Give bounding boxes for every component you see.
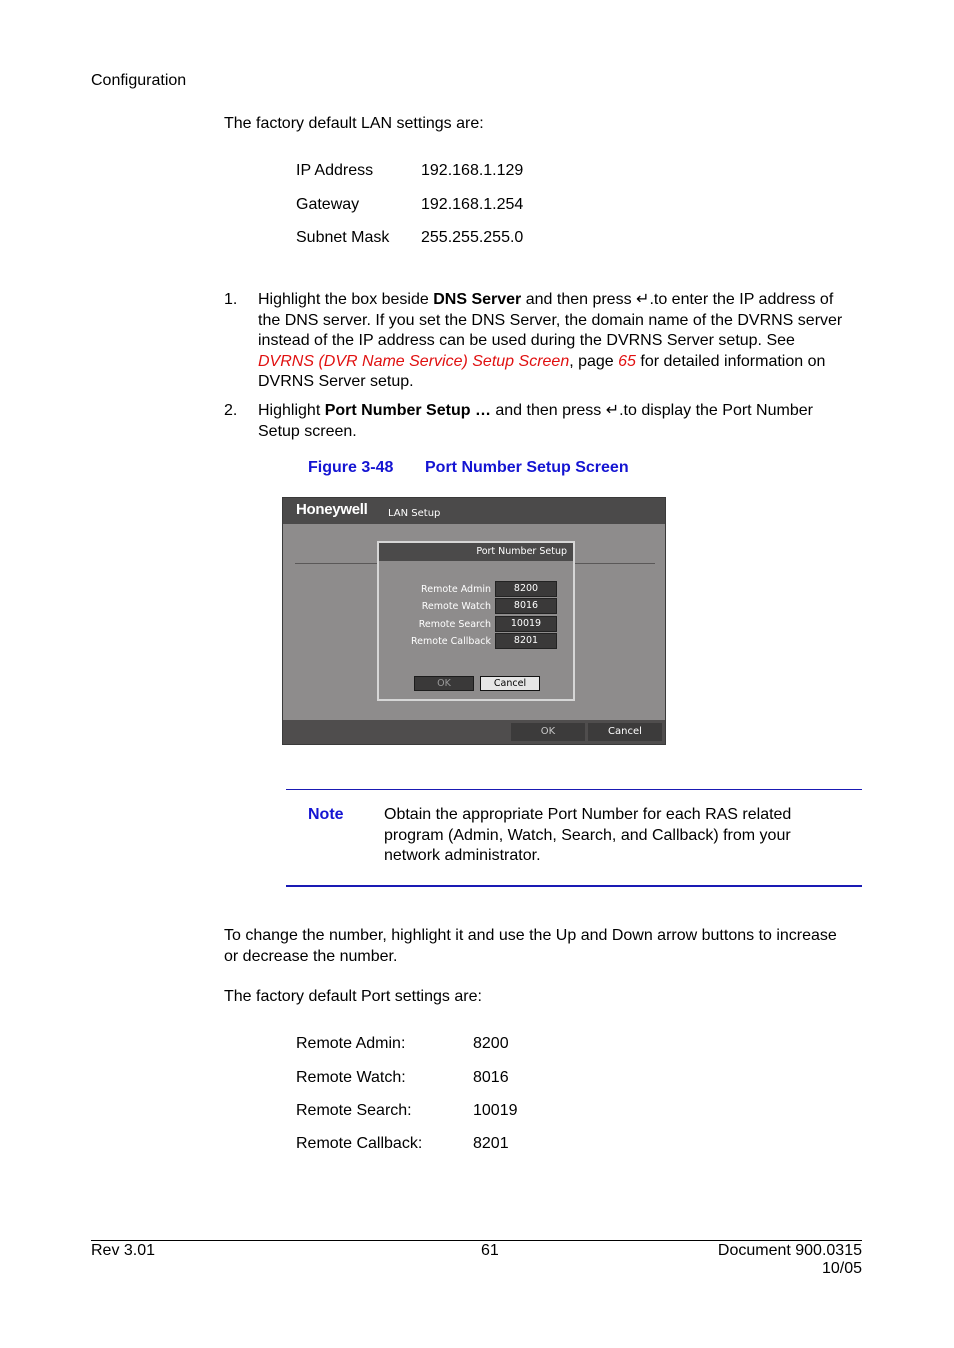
main-ok-button[interactable]: OK [511, 723, 585, 741]
page-link[interactable]: 65 [618, 352, 636, 370]
ports-intro: The factory default Port settings are: [224, 988, 482, 1005]
title-bar [283, 498, 666, 524]
change-paragraph: To change the number, highlight it and use the Up and Down arrow buttons to increase or decrease the number. [224, 927, 837, 965]
port-field-admin[interactable]: 8200 [495, 581, 557, 597]
port-field-watch[interactable]: 8016 [495, 598, 557, 614]
port-label-search: Remote Search [418, 619, 491, 630]
port-field-search[interactable]: 10019 [495, 616, 557, 632]
port-label: Remote Search: [296, 1102, 412, 1119]
lan-value: 192.168.1.129 [421, 162, 524, 179]
lan-label: Subnet Mask [296, 229, 390, 246]
note-bottom-rule [286, 885, 862, 887]
running-header: Configuration [91, 72, 187, 89]
lan-intro: The factory default LAN settings are: [224, 115, 484, 132]
lan-value: 192.168.1.254 [421, 196, 524, 213]
note-top-rule [286, 789, 862, 790]
honeywell-logo: Honeywell [296, 501, 368, 518]
dvrns-link[interactable]: DVRNS (DVR Name Service) Setup Screen [258, 352, 570, 370]
enter-key-icon: ↵ [636, 291, 650, 308]
port-label: Remote Watch: [296, 1069, 406, 1086]
step-2: Highlight Port Number Setup … and then press ↵.to display the Port Number Setup screen. [258, 402, 813, 440]
dialog-title: Port Number Setup [379, 543, 573, 561]
dialog-ok-button[interactable]: OK [414, 676, 474, 691]
step-number: 1. [224, 291, 238, 308]
port-number-dialog [377, 541, 575, 701]
footer-document: Document 900.0315 10/05 [717, 1242, 862, 1277]
port-value: 8200 [473, 1035, 509, 1052]
main-cancel-button[interactable]: Cancel [588, 723, 662, 741]
step-1: Highlight the box beside DNS Server and then press ↵.to enter the IP address of the DNS server. If you set the DNS Server, the domain name of the DVRNS server instead of the IP address can be used during the DVRNS Server setup. See DVRNS (DVR Name Service) Setup Screen, page 65 for detailed information on DVRNS Server setup. [258, 291, 843, 390]
footer-page-number: 61 [481, 1242, 499, 1259]
divider [295, 563, 377, 564]
divider [575, 563, 655, 564]
enter-key-icon: ↵ [605, 402, 620, 419]
note-text: Obtain the appropriate Port Number for each RAS related program (Admin, Watch, Search, and Callback) from your network administrator. [384, 806, 792, 864]
port-field-callback[interactable]: 8201 [495, 633, 557, 649]
port-value: 10019 [473, 1102, 518, 1119]
port-label: Remote Callback: [296, 1135, 423, 1152]
lan-value: 255.255.255.0 [421, 229, 524, 246]
figure-title: Port Number Setup Screen [425, 459, 629, 476]
lan-label: Gateway [296, 196, 360, 213]
port-number-setup-screenshot [282, 497, 666, 745]
step-number: 2. [224, 402, 238, 419]
port-label-watch: Remote Watch [421, 601, 491, 612]
port-label-admin: Remote Admin [421, 584, 491, 595]
figure-number: Figure 3-48 [308, 459, 394, 476]
port-label-callback: Remote Callback [411, 636, 491, 647]
port-value: 8201 [473, 1135, 509, 1152]
lan-label: IP Address [296, 162, 374, 179]
port-label: Remote Admin: [296, 1035, 406, 1052]
note-label: Note [308, 806, 344, 823]
footer-rev: Rev 3.01 [91, 1242, 156, 1259]
screen-title: LAN Setup [388, 508, 441, 519]
dialog-cancel-button[interactable]: Cancel [480, 676, 540, 691]
port-value: 8016 [473, 1069, 509, 1086]
